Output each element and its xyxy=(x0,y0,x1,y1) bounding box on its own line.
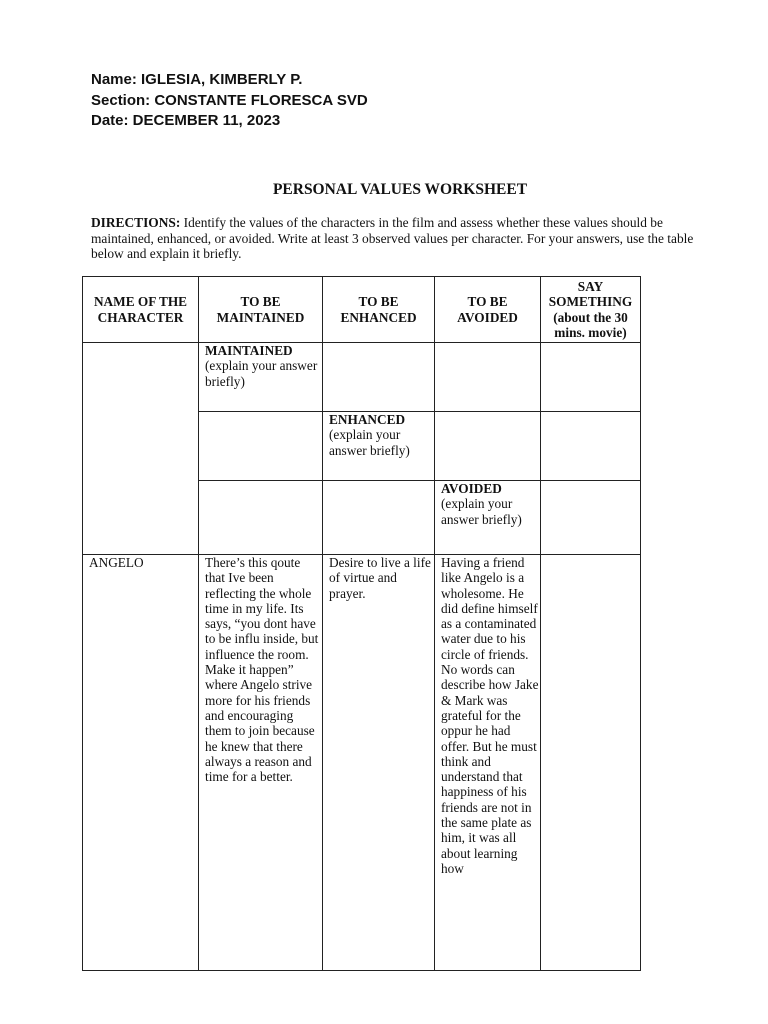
empty-cell xyxy=(323,481,435,555)
empty-cell xyxy=(199,412,323,481)
empty-cell xyxy=(541,412,641,481)
answer-avoided: Having a friend like Angelo is a wholesome. He did define himself as a contaminated water due to his circle of friends. No words can describe how Jake & Mark was grateful for the oppur he had offer. But he must think and understand that happiness of his friends are not in the same plate as him, it was all about learning how xyxy=(435,555,541,971)
values-table xyxy=(82,276,641,971)
guide-maintained-heading: MAINTAINED xyxy=(205,343,293,358)
guide-maintained-note: (explain your answer briefly) xyxy=(205,358,318,389)
guide-avoided-heading: AVOIDED xyxy=(441,481,502,496)
answer-say-something xyxy=(541,555,641,971)
header-to-be-enhanced: TO BE ENHANCED xyxy=(323,277,435,343)
header-to-be-maintained: TO BE MAINTAINED xyxy=(199,277,323,343)
guide-enhanced-note: (explain your answer briefly) xyxy=(329,427,410,458)
header-say-something: SAY SOMETHING (about the 30 mins. movie) xyxy=(541,277,641,343)
directions-label: DIRECTIONS: xyxy=(91,215,181,230)
empty-cell xyxy=(541,343,641,412)
guide-enhanced-heading: ENHANCED xyxy=(329,412,406,427)
empty-cell xyxy=(435,412,541,481)
empty-cell xyxy=(323,343,435,412)
table-row xyxy=(83,555,641,971)
student-info xyxy=(91,70,368,132)
directions-paragraph xyxy=(91,215,711,262)
answer-maintained: There’s this qoute that Ive been reflecting the whole time in my life. Its says, “you dont have to be influ inside, but influence the room. Make it happen” where Angelo strive more for his friends and encouraging them to join because he knew that there always a reason and time for a better. xyxy=(199,555,323,971)
guide-cell-enhanced xyxy=(323,412,435,481)
header-character-name: NAME OF THE CHARACTER xyxy=(83,277,199,343)
character-name: ANGELO xyxy=(83,555,199,971)
guide-name-cell xyxy=(83,343,199,555)
student-section: Section: CONSTANTE FLORESCA SVD xyxy=(91,91,368,109)
guide-cell-maintained xyxy=(199,343,323,412)
guide-avoided-note: (explain your answer briefly) xyxy=(441,496,522,527)
guide-row-maintained xyxy=(83,343,641,412)
student-name: Name: IGLESIA, KIMBERLY P. xyxy=(91,71,303,88)
empty-cell xyxy=(199,481,323,555)
empty-cell xyxy=(541,481,641,555)
directions-text: Identify the values of the characters in the film and assess whether these values should be maintained, enhanced, or avoided. Write at least 3 observed values per character. For your answers, use the table below and explain it briefly. xyxy=(91,215,694,261)
submission-date: Date: DECEMBER 11, 2023 xyxy=(91,112,281,129)
answer-enhanced: Desire to live a life of virtue and prayer. xyxy=(323,555,435,971)
header-to-be-avoided: TO BE AVOIDED xyxy=(435,277,541,343)
table-header-row xyxy=(83,277,641,343)
empty-cell xyxy=(435,343,541,412)
guide-cell-avoided xyxy=(435,481,541,555)
worksheet-title: PERSONAL VALUES WORKSHEET xyxy=(272,181,528,198)
